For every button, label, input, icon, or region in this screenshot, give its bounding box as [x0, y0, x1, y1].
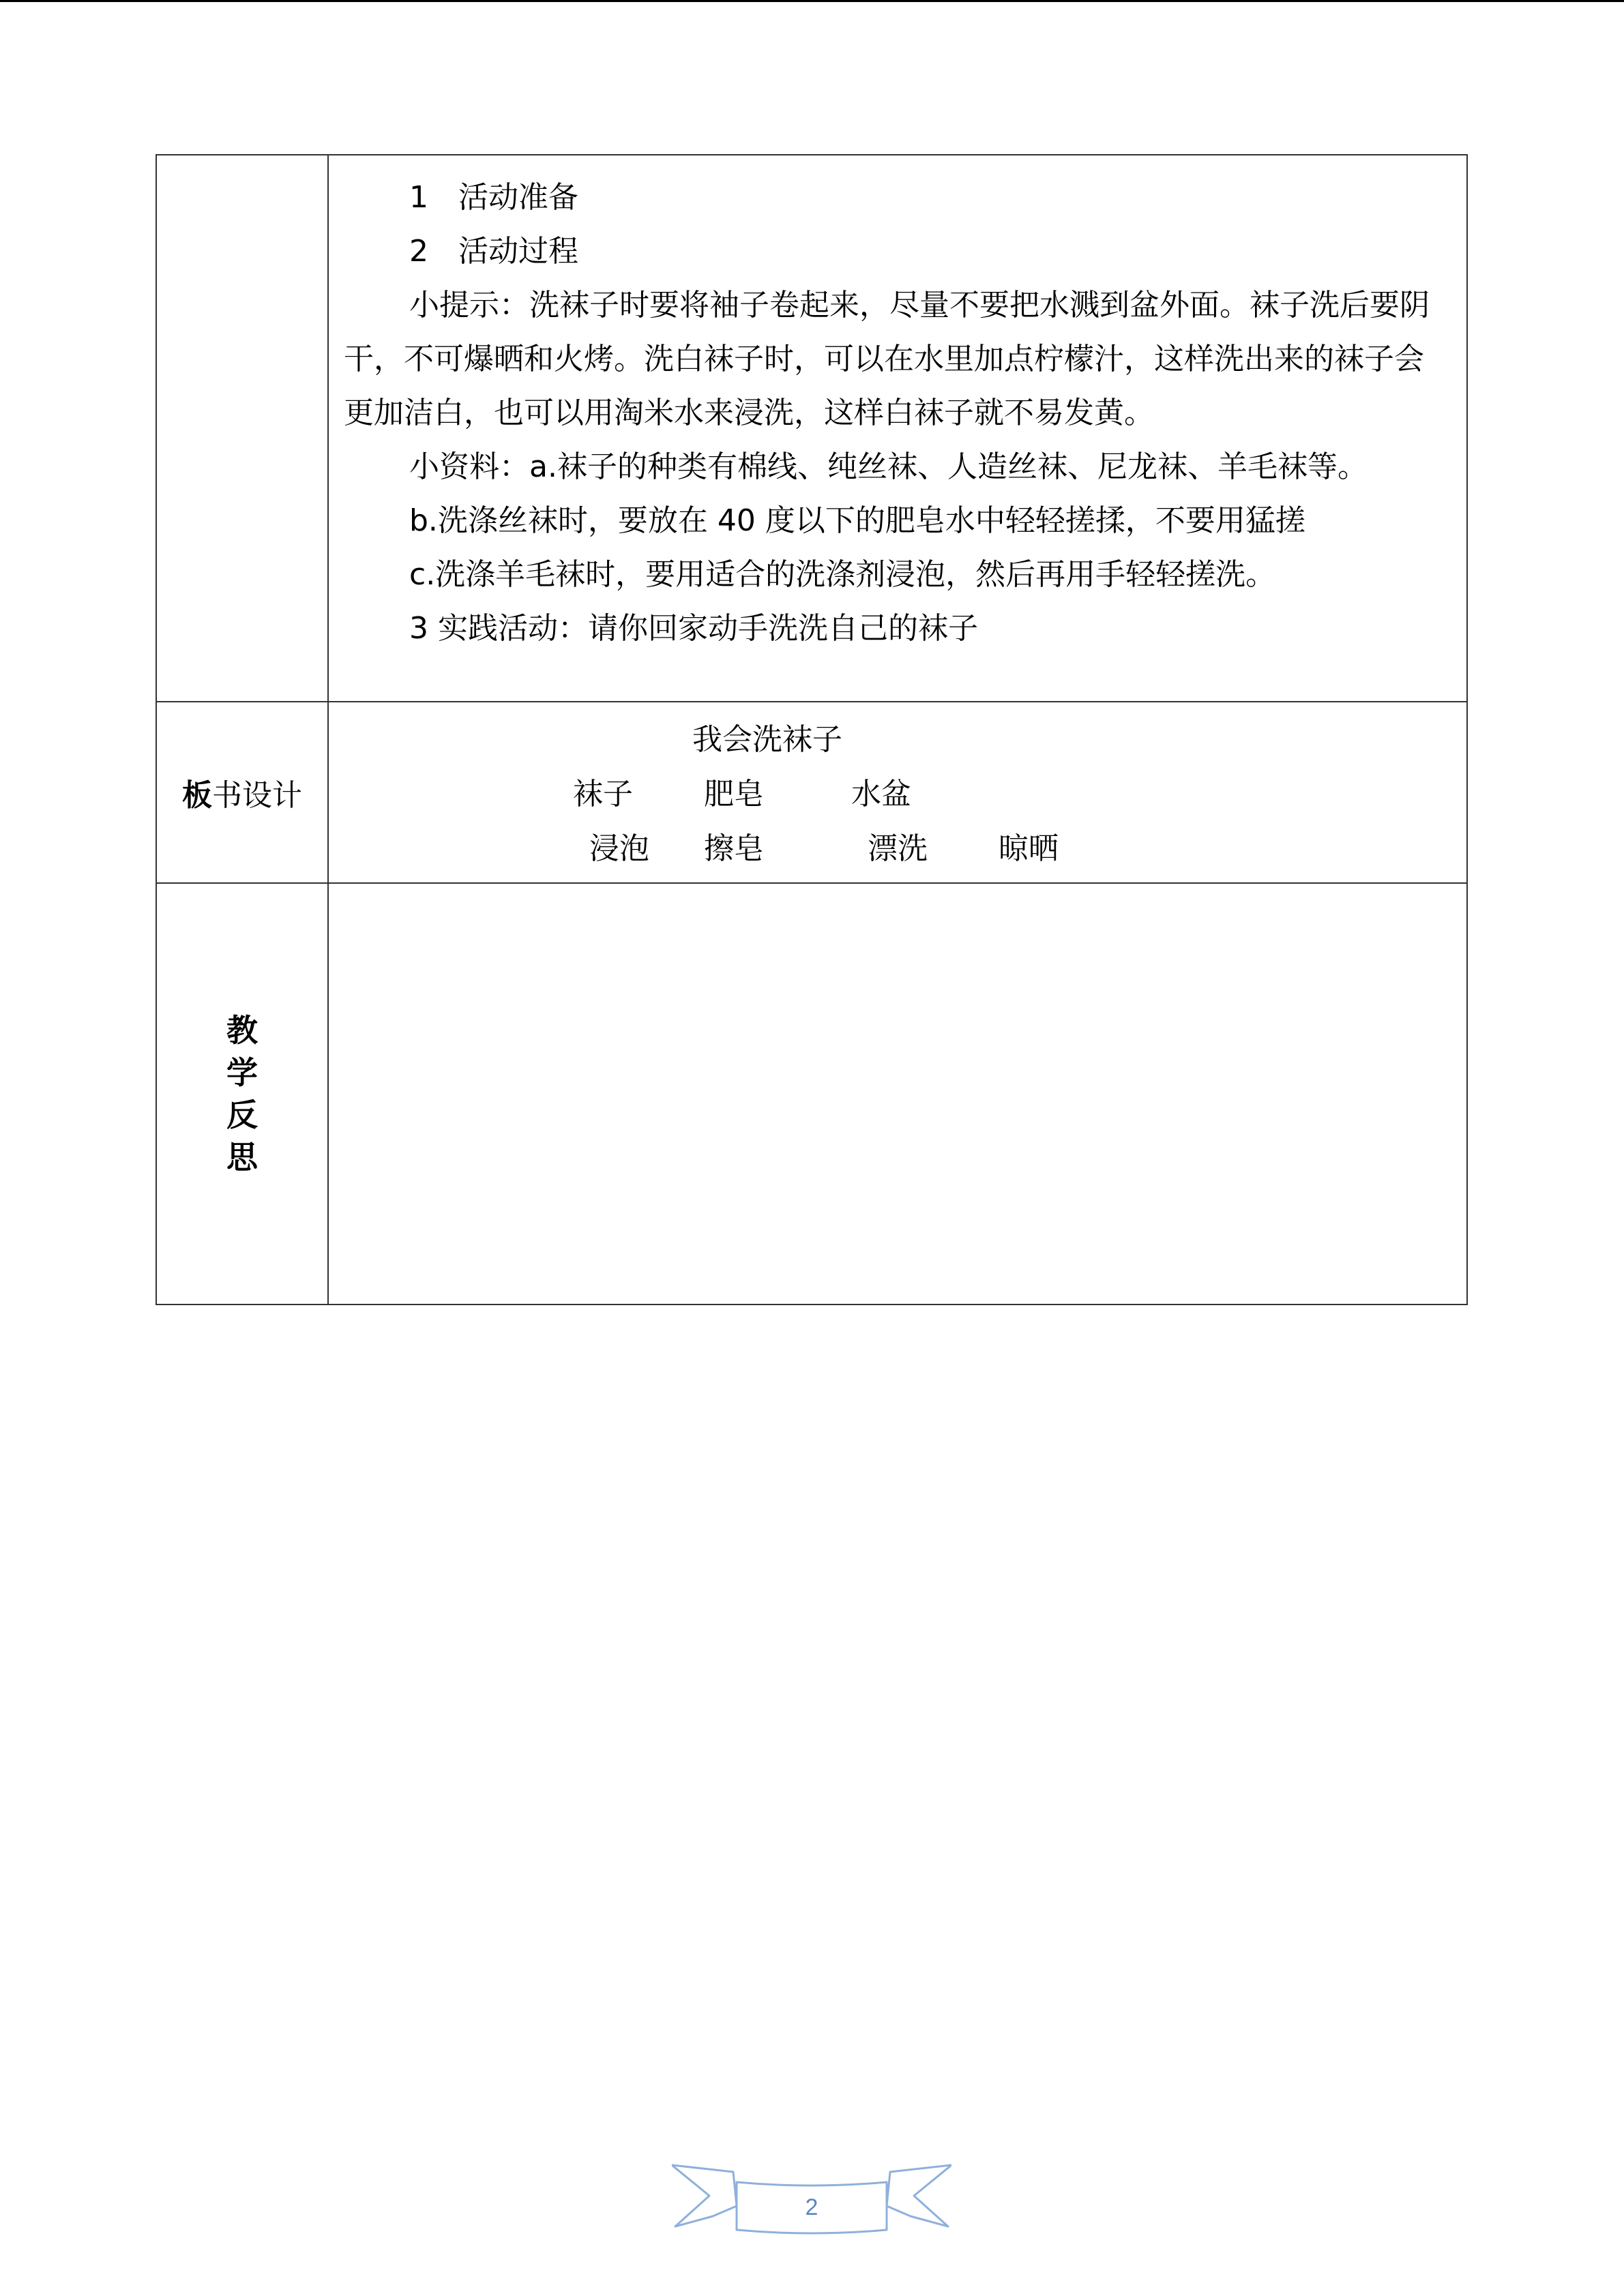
reflection-row [156, 883, 1467, 1304]
page-number-ribbon [672, 2158, 951, 2240]
activity-content-cell [328, 155, 1467, 702]
board-step-soak: 浸泡 [589, 831, 649, 866]
info-b: b.洗涤丝袜时，要放在 40 度以下的肥皂水中轻轻搓揉，不要用猛搓 [409, 503, 1305, 538]
board-design-row [156, 702, 1467, 883]
info-c: c.洗涤羊毛袜时，要用适合的洗涤剂浸泡，然后再用手轻轻搓洗。 [409, 557, 1276, 592]
reflection-char-2: 学 [226, 1054, 258, 1091]
board-design-label [156, 702, 328, 883]
board-design-content [329, 702, 1466, 882]
tip-paragraph: 小提示：洗袜子时要将袖子卷起来，尽量不要把水溅到盆外面。袜子洗后要阴干，不可爆晒和火烤。洗白袜子时，可以在水里加点柠檬汁，这样洗出来的袜子会更加洁白，也可以用淘米水来浸洗，这样白袜子就不易发黄。 [344, 288, 1430, 430]
reflection-content-cell [328, 883, 1467, 1304]
activity-label-cell [156, 155, 328, 702]
page-number: 2 [805, 2194, 818, 2220]
board-item-basin: 水盆 [851, 777, 911, 811]
reflection-char-3: 反 [226, 1097, 258, 1133]
board-item-soap: 肥皂 [704, 777, 764, 811]
activity-row [156, 155, 1467, 702]
reflection-char-1: 教 [226, 1012, 258, 1049]
board-step-rinse: 漂洗 [868, 831, 928, 866]
practice-activity: 3 实践活动：请你回家动手洗洗自己的袜子 [409, 611, 978, 646]
info-a: 小资料：a.袜子的种类有棉线、纯丝袜、人造丝袜、尼龙袜、羊毛袜等。 [409, 449, 1368, 484]
step-process: 2 活动过程 [409, 234, 578, 269]
board-step-dry: 晾晒 [999, 831, 1059, 866]
lesson-plan-table [156, 154, 1468, 1305]
board-design-cell [328, 702, 1467, 883]
board-step-rub-soap: 擦皂 [704, 831, 764, 866]
board-label-bold: 板 [182, 778, 212, 813]
reflection-char-4: 思 [226, 1139, 258, 1176]
reflection-label [156, 883, 328, 1304]
activity-content [329, 155, 1466, 655]
board-title: 我会洗袜子 [692, 722, 842, 757]
top-border-rule [0, 0, 1624, 2]
step-preparation: 1 活动准备 [409, 180, 578, 215]
board-label-rest: 书设计 [212, 778, 302, 813]
board-item-socks: 袜子 [573, 777, 633, 811]
